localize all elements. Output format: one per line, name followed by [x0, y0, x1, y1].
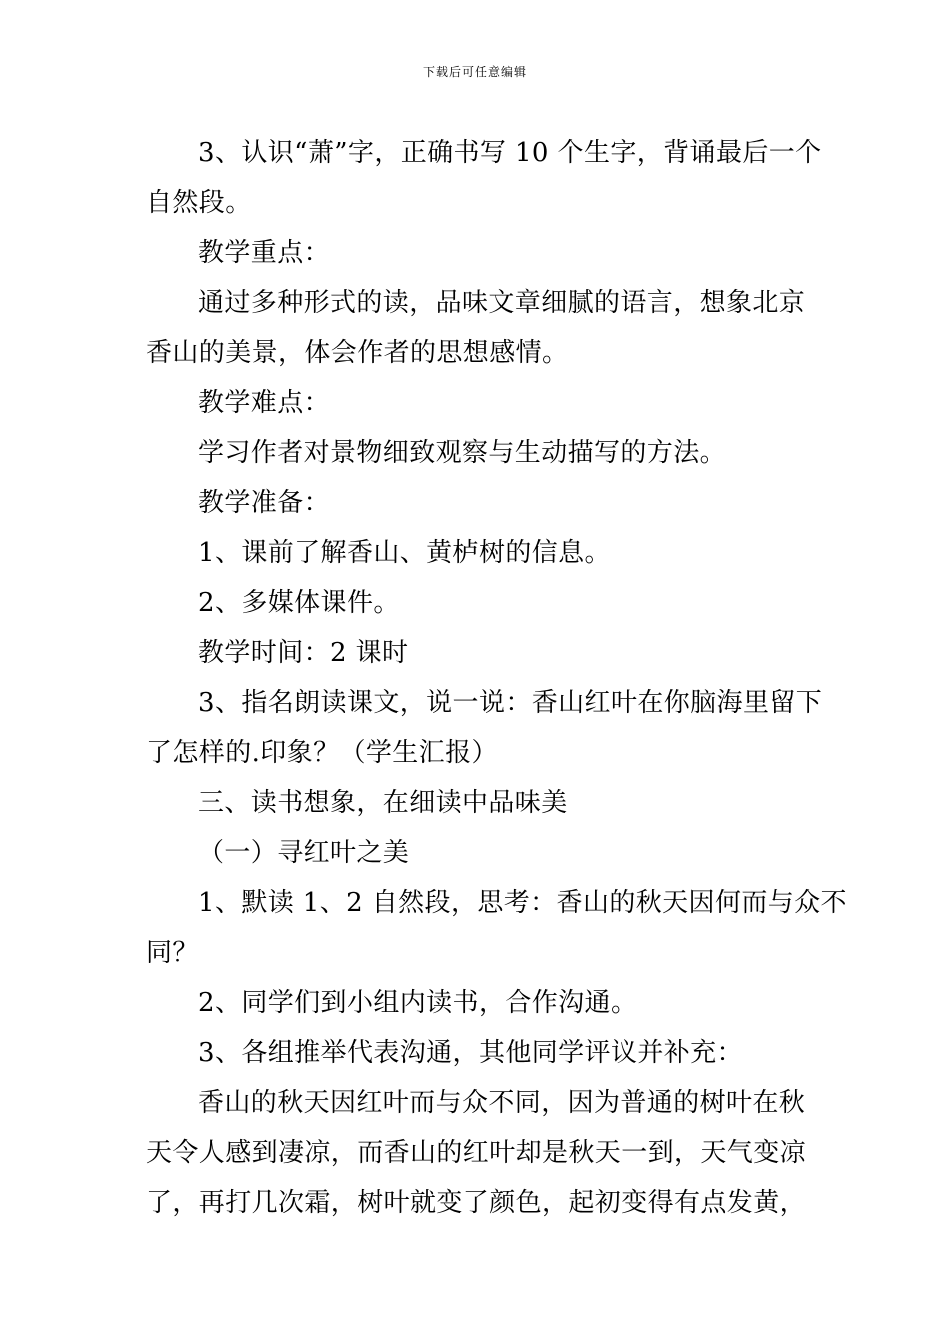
text-line: 3、认识“萧”字，正确书写 10 个生字，背诵最后一个	[198, 138, 822, 168]
section-heading: 教学重点：	[198, 238, 331, 268]
text-line: 香山的美景，体会作者的思想感情。	[146, 338, 569, 368]
text-line: 2、同学们到小组内读书，合作沟通。	[198, 988, 638, 1018]
text-line: 通过多种形式的读，品味文章细腻的语言，想象北京	[198, 288, 806, 318]
text-line: 学习作者对景物细致观察与生动描写的方法。	[198, 438, 727, 468]
text-line: 1、默读 1、2 自然段，思考：香山的秋天因何而与众不	[198, 888, 847, 918]
subsection-heading: （一）寻红叶之美	[198, 838, 410, 868]
section-heading: 教学准备：	[198, 488, 331, 518]
page-header: 下载后可任意编辑	[422, 65, 527, 79]
text-line: 同？	[146, 938, 199, 968]
text-line: 2、多媒体课件。	[198, 588, 400, 618]
section-heading: 教学难点：	[198, 388, 331, 418]
text-line: 1、课前了解香山、黄栌树的信息。	[198, 538, 611, 568]
text-line: 了怎样的.印象？（学生汇报）	[146, 738, 498, 768]
text-line: 天令人感到凄凉，而香山的红叶却是秋天一到，天气变凉	[146, 1138, 807, 1168]
text-line: 自然段。	[146, 188, 252, 218]
text-line: 教学时间：2 课时	[198, 638, 409, 668]
section-heading: 三、读书想象，在细读中品味美	[198, 788, 568, 818]
document-body	[146, 128, 847, 1228]
text-line: 了，再打几次霜，树叶就变了颜色，起初变得有点发黄，	[146, 1188, 807, 1218]
text-line: 3、各组推举代表沟通，其他同学评议并补充：	[198, 1038, 743, 1068]
text-line: 3、指名朗读课文，说一说：香山红叶在你脑海里留下	[198, 688, 823, 718]
text-line: 香山的秋天因红叶而与众不同，因为普通的树叶在秋	[198, 1088, 806, 1118]
